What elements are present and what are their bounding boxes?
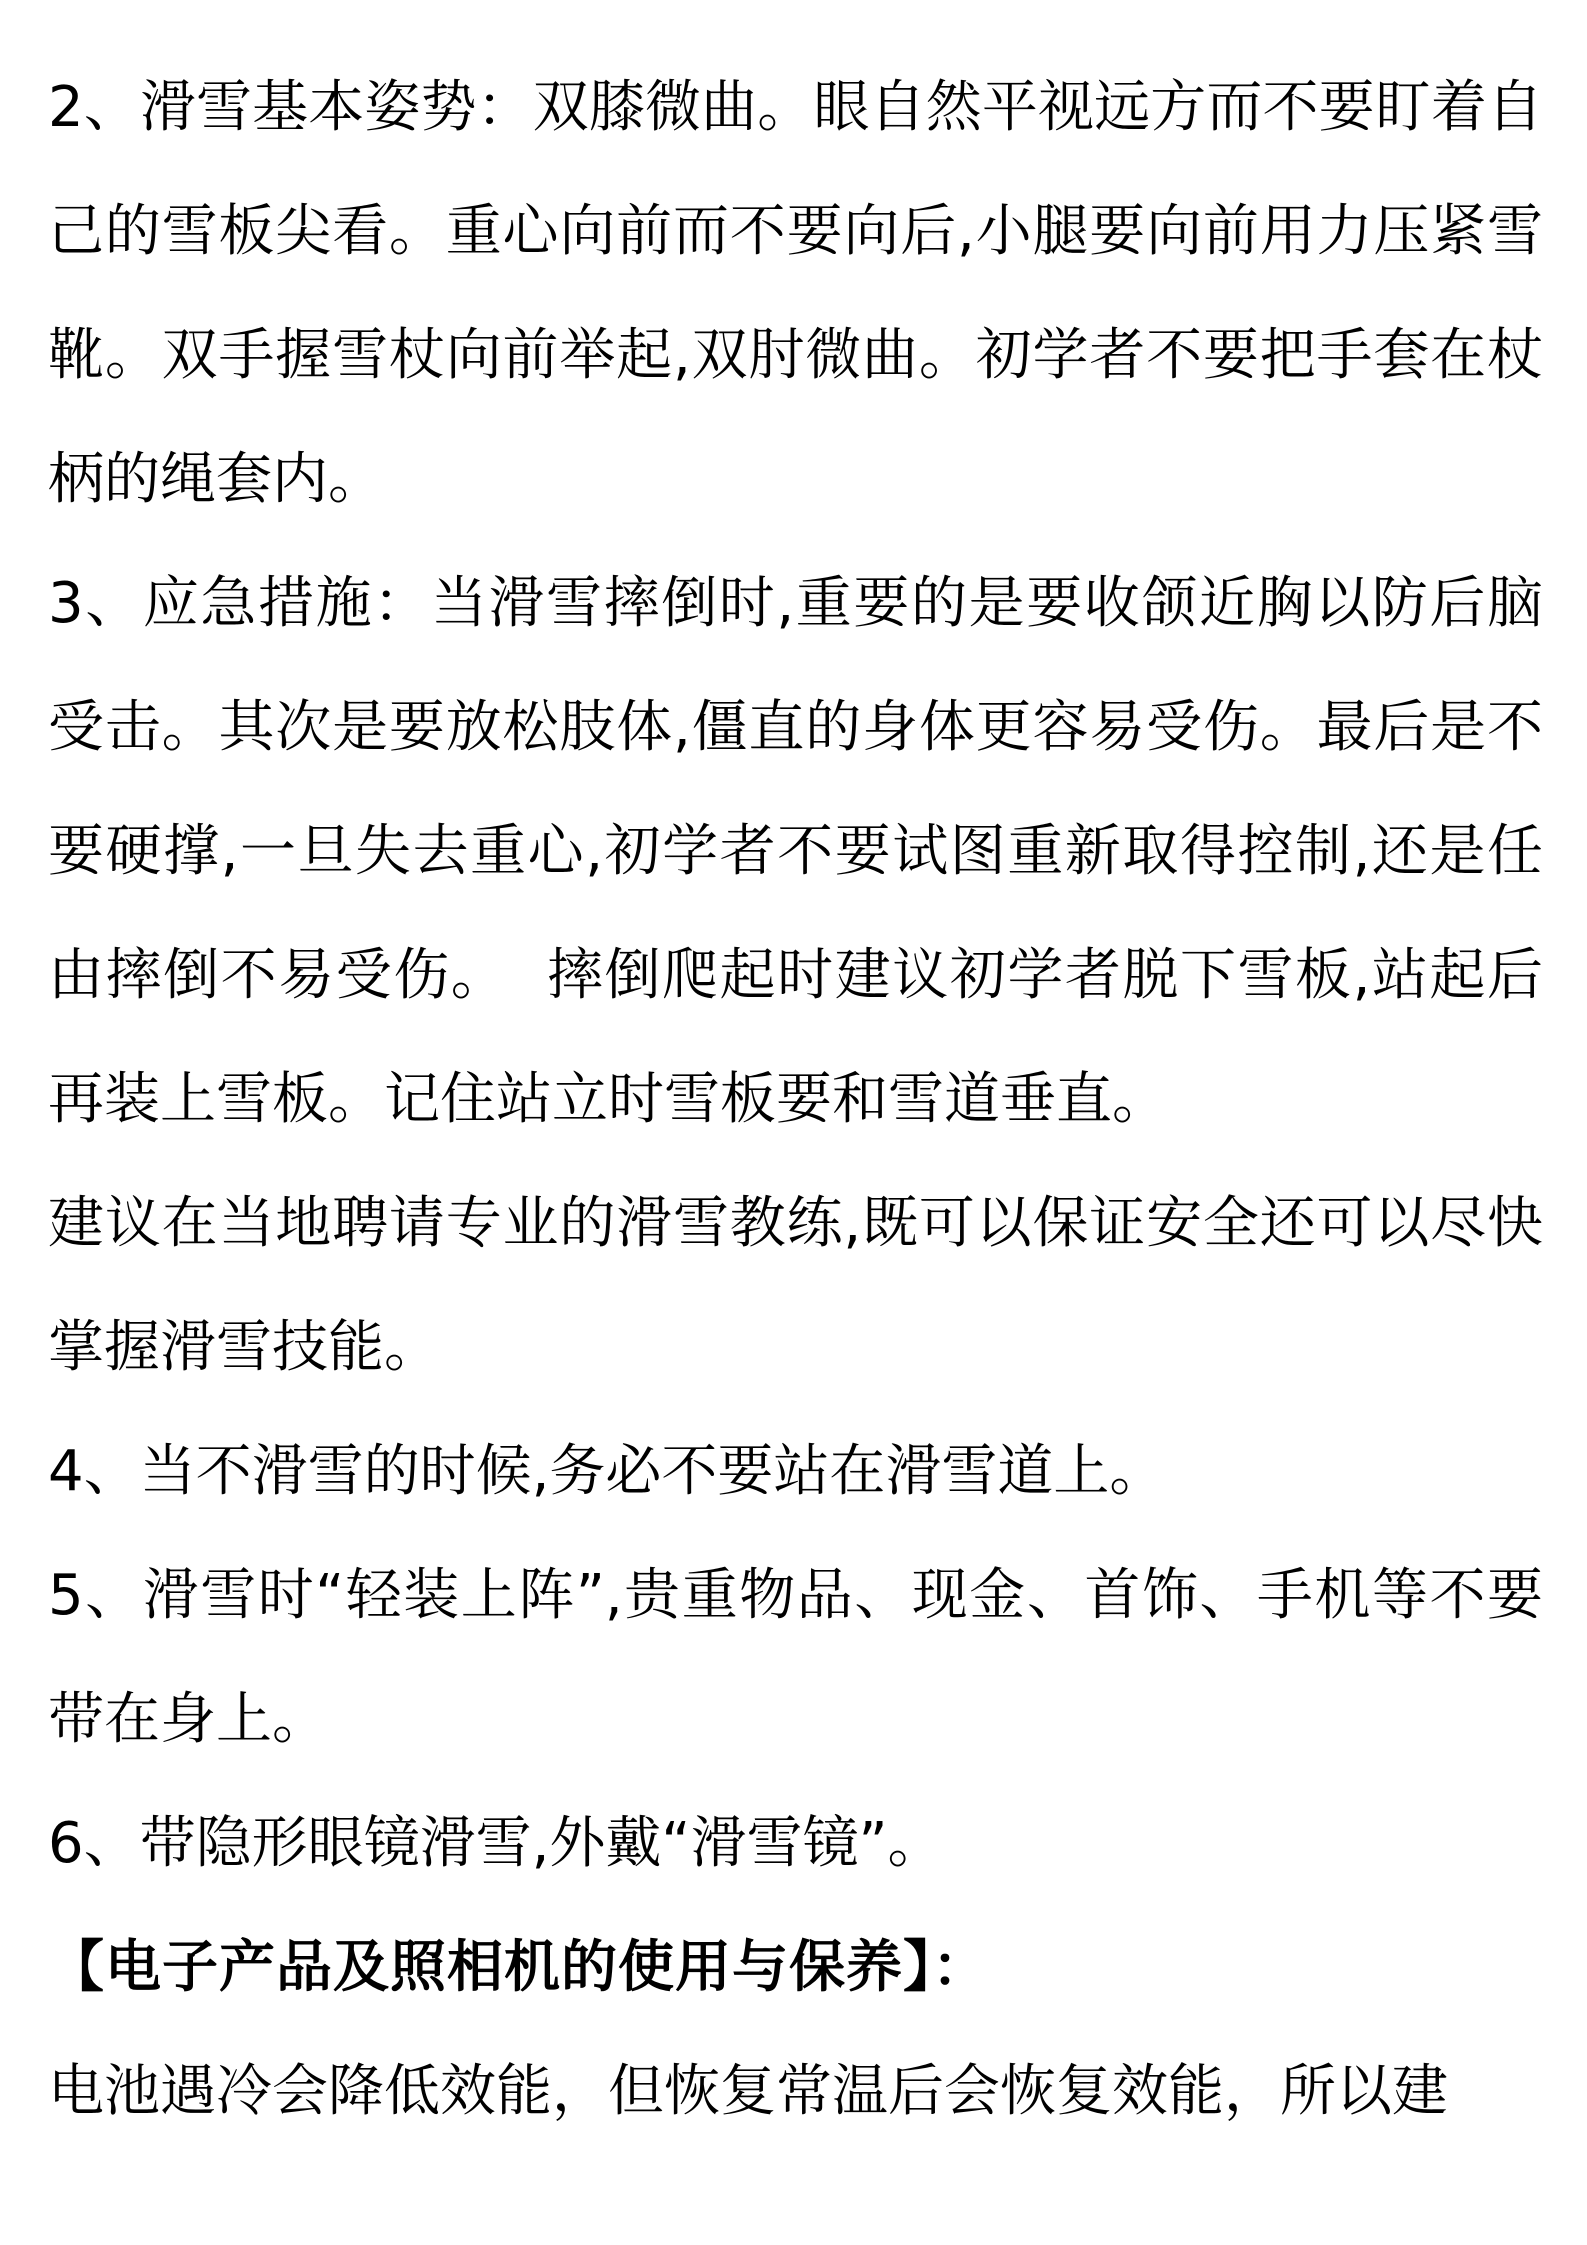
paragraph-hire-coach: 建议在当地聘请专业的滑雪教练,既可以保证安全还可以尽快掌握滑雪技能。 [48,1191,1543,1380]
paragraph-contact-lenses: 6、带隐形眼镜滑雪,外戴“滑雪镜”。 [48,1811,944,1876]
paragraph-emergency-measures: 3、应急措施：当滑雪摔倒时,重要的是要收颌近胸以防后脑受击。其次是要放松肢体,僵直的身体更容易受伤。最后是不要硬撑,一旦失去重心,初学者不要试图重新取得控制,还是任由摔倒不易受伤。 摔倒爬起时建议初学者脱下雪板,站起后再装上雪板。记住站立时雪板要和雪道垂直。 [48,571,1543,1132]
paragraph-stay-off-slope: 4、当不滑雪的时候,务必不要站在滑雪道上。 [48,1439,1166,1504]
document-page [48,46,1543,2154]
paragraph-battery: 电池遇冷会降低效能，但恢复常温后会恢复效能，所以建 [48,2059,1448,2124]
paragraph-travel-light: 5、滑雪时“轻装上阵”,贵重物品、现金、首饰、手机等不要带在身上。 [48,1563,1543,1752]
paragraph-ski-posture: 2、滑雪基本姿势：双膝微曲。眼自然平视远方而不要盯着自己的雪板尖看。重心向前而不要向后,小腿要向前用力压紧雪靴。双手握雪杖向前举起,双肘微曲。初学者不要把手套在杖柄的绳套内。 [48,75,1543,512]
section-heading-electronics: 【电子产品及照相机的使用与保养】： [48,1935,989,2000]
